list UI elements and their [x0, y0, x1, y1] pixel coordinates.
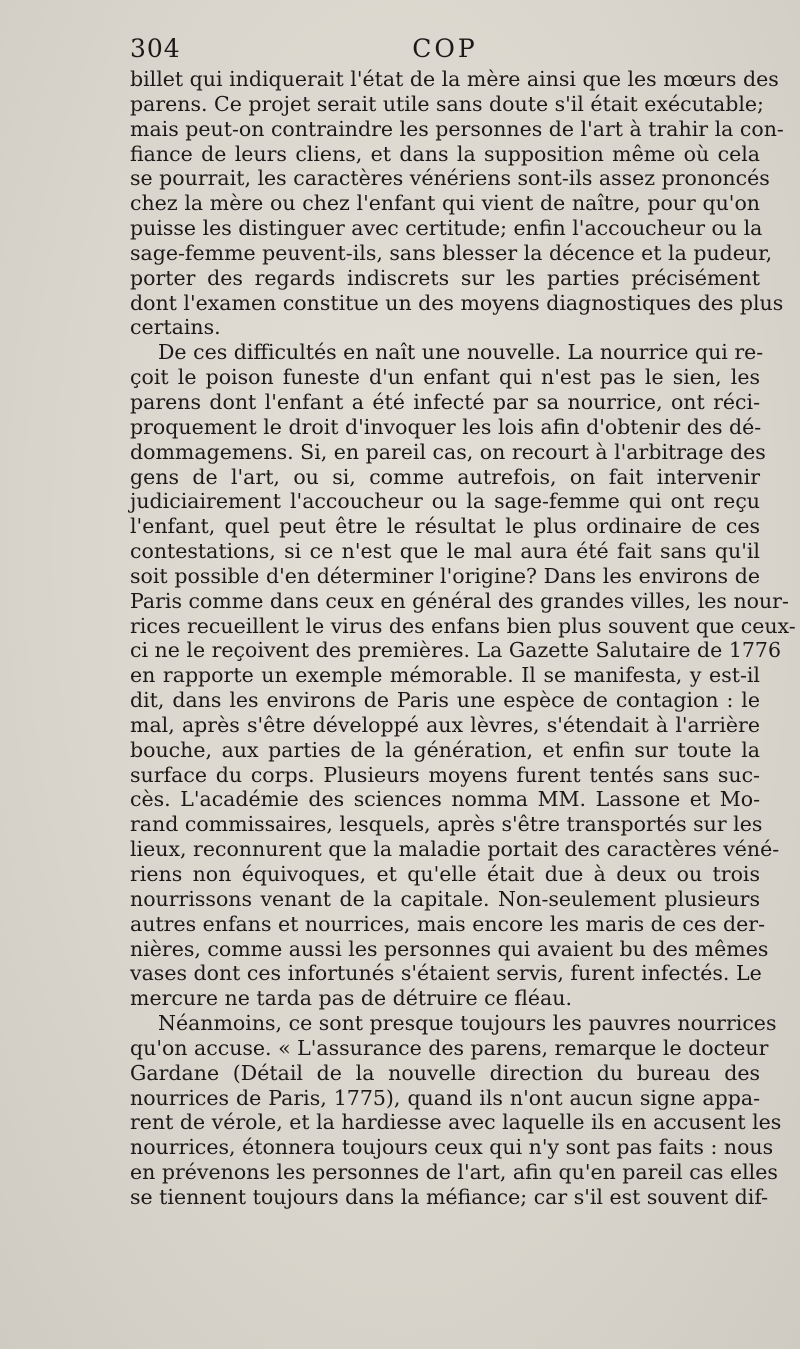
- body-text: [130, 67, 796, 1210]
- text-line: çoit le poison funeste d'un enfant qui n'est pas le sien, les: [130, 365, 760, 390]
- page-header: [130, 34, 760, 68]
- text-line: contestations, si ce n'est que le mal aura été fait sans qu'il: [130, 539, 760, 564]
- text-line: soit possible d'en déterminer l'origine? Dans les environs de: [130, 563, 760, 588]
- paragraph-1: [130, 67, 784, 340]
- page-number: 304: [130, 34, 181, 63]
- text-line: mais peut-on contraindre les personnes de l'art à trahir la con-: [130, 116, 784, 141]
- text-line: mercure ne tarda pas de détruire ce fléau.: [130, 986, 573, 1011]
- paragraph-2: [130, 340, 796, 1011]
- text-line: rent de vérole, et la hardiesse avec laquelle ils en accusent les: [130, 1110, 782, 1135]
- text-line: l'enfant, quel peut être le résultat le plus ordinaire de ces: [130, 514, 760, 539]
- text-line: dommagemens. Si, en pareil cas, on recourt à l'arbitrage des: [130, 439, 766, 464]
- text-line: nourrices, étonnera toujours ceux qui n'y sont pas faits : nous: [130, 1135, 774, 1160]
- text-line: rand commissaires, lesquels, après s'être transportés sur les: [130, 812, 763, 837]
- text-line: se tiennent toujours dans la méfiance; car s'il est souvent dif-: [130, 1184, 769, 1209]
- text-line: chez la mère ou chez l'enfant qui vient de naître, pour qu'on: [130, 191, 760, 216]
- paragraph-3: [130, 1011, 782, 1210]
- text-line: dit, dans les environs de Paris une espèce de contagion : le: [130, 688, 760, 713]
- text-line: Gardane (Détail de la nouvelle direction du bureau des: [130, 1060, 760, 1085]
- text-line: puisse les distinguer avec certitude; enfin l'accoucheur ou la: [130, 216, 763, 241]
- text-line: sage-femme peuvent-ils, sans blesser la décence et la pudeur,: [130, 240, 773, 265]
- text-line: mal, après s'être développé aux lèvres, s'étendait à l'arrière: [130, 712, 760, 737]
- text-line: Paris comme dans ceux en général des grandes villes, les nour-: [130, 588, 789, 613]
- text-line: en prévenons les personnes de l'art, afin qu'en pareil cas elles: [130, 1160, 778, 1185]
- text-line: De ces difficultés en naît une nouvelle. La nourrice qui re-: [158, 340, 764, 365]
- running-head: COP: [412, 34, 478, 63]
- text-line: nourrissons venant de la capitale. Non-seulement plusieurs: [130, 886, 760, 911]
- text-line: se pourrait, les caractères vénériens sont-ils assez prononcés: [130, 166, 770, 191]
- text-line: riens non équivoques, et qu'elle était due à deux ou trois: [130, 862, 760, 886]
- text-line: Néanmoins, ce sont presque toujours les pauvres nourrices: [158, 1011, 777, 1036]
- text-line: nourrices de Paris, 1775), quand ils n'ont aucun signe appa-: [130, 1085, 760, 1110]
- text-line: judiciairement l'accoucheur ou la sage-femme qui ont reçu: [130, 489, 760, 514]
- text-line: parens dont l'enfant a été infecté par sa nourrice, ont réci-: [130, 389, 760, 414]
- text-line: lieux, reconnurent que la maladie portait des caractères véné-: [130, 837, 780, 862]
- text-line: autres enfans et nourrices, mais encore les maris de ces der-: [130, 911, 766, 936]
- text-line: billet qui indiquerait l'état de la mère ainsi que les mœurs des: [130, 67, 779, 91]
- text-line: en rapporte un exemple mémorable. Il se manifesta, y est-il: [130, 663, 760, 688]
- text-line: certains.: [130, 315, 221, 340]
- text-line: qu'on accuse. « L'assurance des parens, remarque le docteur: [130, 1035, 769, 1060]
- text-line: parens. Ce projet serait utile sans doute s'il était exécutable;: [130, 91, 764, 116]
- text-line: rices recueillent le virus des enfans bien plus souvent que ceux-: [130, 613, 796, 638]
- text-line: dont l'examen constitue un des moyens diagnostiques des plus: [130, 290, 784, 315]
- text-line: porter des regards indiscrets sur les parties précisément: [130, 265, 760, 290]
- text-line: surface du corps. Plusieurs moyens furent tentés sans suc-: [130, 762, 760, 787]
- text-line: bouche, aux parties de la génération, et enfin sur toute la: [130, 737, 760, 762]
- text-line: nières, comme aussi les personnes qui avaient bu des mêmes: [130, 936, 769, 961]
- text-line: gens de l'art, ou si, comme autrefois, on fait intervenir: [130, 464, 760, 489]
- text-line: proquement le droit d'invoquer les lois afin d'obtenir des dé-: [130, 414, 762, 439]
- text-line: cès. L'académie des sciences nomma MM. Lassone et Mo-: [130, 787, 760, 812]
- text-line: fiance de leurs cliens, et dans la supposition même où cela: [130, 141, 760, 166]
- text-line: vases dont ces infortunés s'étaient servis, furent infectés. Le: [130, 961, 762, 986]
- text-line: ci ne le reçoivent des premières. La Gazette Salutaire de 1776: [130, 638, 781, 663]
